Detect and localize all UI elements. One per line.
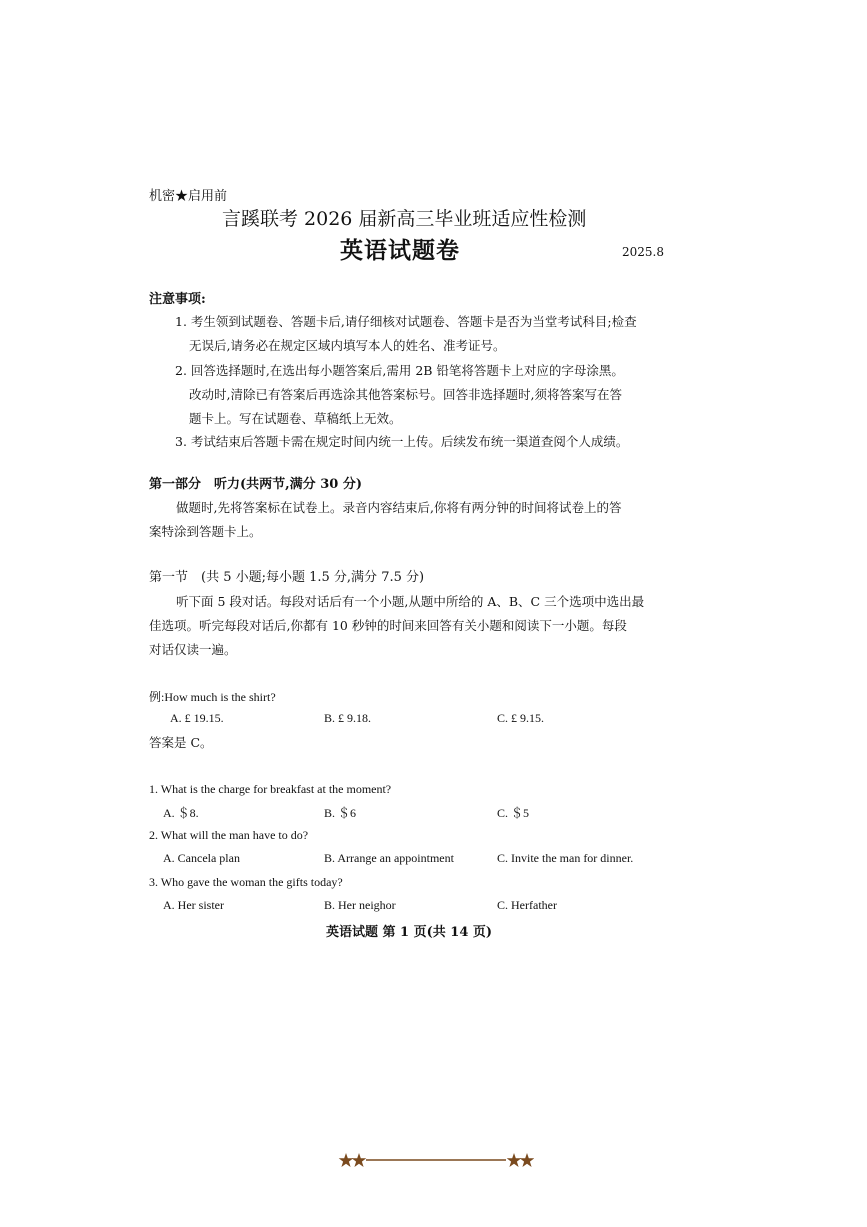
exam-subject-title: 英语试题卷	[340, 237, 460, 264]
question-3: 3. Who gave the woman the gifts today?	[149, 875, 343, 889]
question-1-option-c: C. ＄5	[497, 806, 530, 820]
exam-date: 2025.8	[622, 245, 664, 259]
note-item-2: 2. 回答选择题时,在选出每小题答案后,需用 2B 铅笔将答题卡上对应的字母涂黑。	[175, 363, 624, 378]
star-icon	[507, 1153, 522, 1167]
question-1-option-b: B. ＄6	[324, 806, 357, 820]
star-icon	[352, 1153, 367, 1167]
example-question: 例:How much is the shirt?	[149, 690, 276, 704]
note-item-1: 1. 考生领到试题卷、答题卡后,请仔细核对试题卷、答题卡是否为当堂考试科目;检查	[175, 314, 637, 329]
section1-heading: 第一节 (共 5 小题;每小题 1.5 分,满分 7.5 分)	[149, 570, 425, 585]
confidential-label: 机密★启用前	[149, 189, 228, 204]
part1-instruction-cont: 案特涂到答题卡上。	[149, 524, 262, 539]
question-2-option-a: A. Cancela plan	[163, 851, 240, 865]
note-item-3: 3. 考试结束后答题卡需在规定时间内统一上传。后续发布统一渠道查阅个人成绩。	[175, 434, 629, 449]
question-2-option-c: C. Invite the man for dinner.	[497, 851, 634, 865]
star-icon-group-left	[339, 1153, 367, 1167]
note-item-2-cont: 改动时,清除已有答案后再选涂其他答案标号。回答非选择题时,须将答案写在答	[189, 387, 622, 402]
question-3-option-a: A. Her sister	[163, 898, 224, 912]
note-item-1-cont: 无误后,请务必在规定区域内填写本人的姓名、准考证号。	[189, 338, 506, 353]
part1-instruction: 做题时,先将答案标在试卷上。录音内容结束后,你将有两分钟的时间将试卷上的答	[176, 500, 622, 515]
example-option-a: A. £ 19.15.	[170, 711, 224, 725]
section1-instruction: 听下面 5 段对话。每段对话后有一个小题,从题中所给的 A、B、C 三个选项中选出最	[176, 594, 645, 609]
question-3-option-b: B. Her neighor	[324, 898, 396, 912]
example-answer: 答案是 C。	[149, 735, 213, 750]
decorative-divider	[338, 1150, 534, 1172]
question-1-option-a: A. ＄8.	[163, 806, 199, 820]
example-option-c: C. £ 9.15.	[497, 711, 545, 725]
star-icon	[339, 1153, 354, 1167]
page-number-label: 英语试题 第 1 页(共 14 页)	[326, 925, 493, 940]
question-3-option-c: C. Herfather	[497, 898, 557, 912]
question-2: 2. What will the man have to do?	[149, 828, 309, 842]
star-icon	[520, 1153, 534, 1167]
part1-heading: 第一部分 听力(共两节,满分 30 分)	[149, 477, 362, 492]
section1-instruction-cont2: 对话仅读一遍。	[149, 642, 237, 657]
notes-heading: 注意事项:	[149, 292, 206, 307]
question-2-option-b: B. Arrange an appointment	[324, 851, 454, 865]
section1-instruction-cont: 佳选项。听完每段对话后,你都有 10 秒钟的时间来回答有关小题和阅读下一小题。每段	[149, 618, 627, 633]
star-icon-group-right	[507, 1153, 534, 1167]
exam-title: 言蹊联考 2026 届新高三毕业班适应性检测	[222, 208, 587, 230]
question-1: 1. What is the charge for breakfast at the moment?	[149, 782, 392, 796]
note-item-2-cont2: 题卡上。写在试题卷、草稿纸上无效。	[189, 411, 402, 426]
example-option-b: B. £ 9.18.	[324, 711, 372, 725]
